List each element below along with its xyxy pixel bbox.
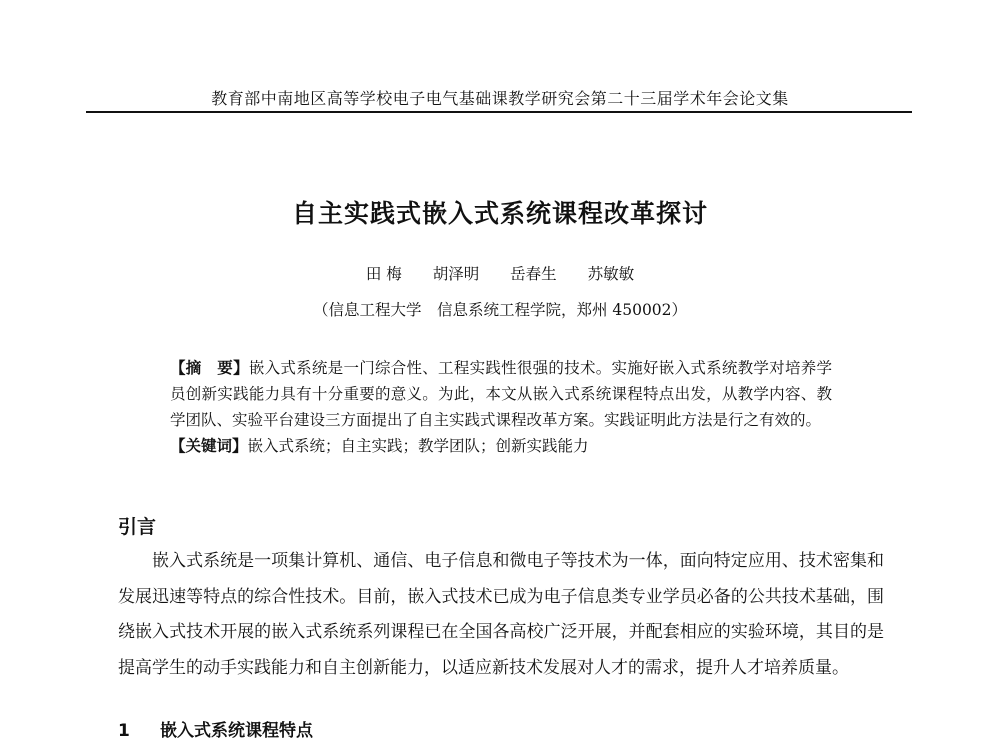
author-name: 田 梅 xyxy=(365,265,402,283)
header-rule xyxy=(86,111,912,113)
intro-paragraph: 嵌入式系统是一项集计算机、通信、电子信息和微电子等技术为一体，面向特定应用、技术密集和发展迅速等特点的综合性技术。目前，嵌入式技术已成为电子信息类专业学员必备的公共技术基础，围绕嵌入式技术开展的嵌入式系统系列课程已在全国各高校广泛开展，并配套相应的实验环境，其目的是提高学生的动手实践能力和自主创新能力，以适应新技术发展对人才的需求，提升人才培养质量。 xyxy=(118,551,884,678)
abstract xyxy=(170,355,832,433)
intro-heading: 引言 xyxy=(118,516,157,538)
section-number: 1 xyxy=(118,721,130,741)
paper-title: 自主实践式嵌入式系统课程改革探讨 xyxy=(291,199,708,228)
abstract-block xyxy=(170,355,832,459)
author-name: 苏敏敏 xyxy=(587,265,635,283)
abstract-label: 【摘 要】 xyxy=(170,359,249,377)
section-title: 嵌入式系统课程特点 xyxy=(160,721,313,741)
keywords-label: 【关键词】 xyxy=(170,437,248,455)
keywords xyxy=(170,433,832,459)
author-name: 岳春生 xyxy=(510,265,557,283)
author-name: 胡泽明 xyxy=(432,265,480,283)
section-1-heading xyxy=(118,716,313,741)
author-list xyxy=(0,262,1000,284)
keywords-text: 嵌入式系统；自主实践；教学团队；创新实践能力 xyxy=(247,437,589,455)
abstract-text: 嵌入式系统是一门综合性、工程实践性很强的技术。实施好嵌入式系统教学对培养学员创新实践能力具有十分重要的意义。为此，本文从嵌入式系统课程特点出发，从教学内容、教学团队、实验平台建设三方面提出了自主实践式课程改革方案。实践证明此方法是行之有效的。 xyxy=(170,359,832,429)
running-header: 教育部中南地区高等学校电子电气基础课教学研究会第二十三届学术年会论文集 xyxy=(211,89,789,108)
author-affiliation: （信息工程大学 信息系统工程学院，郑州 450002） xyxy=(312,301,688,319)
